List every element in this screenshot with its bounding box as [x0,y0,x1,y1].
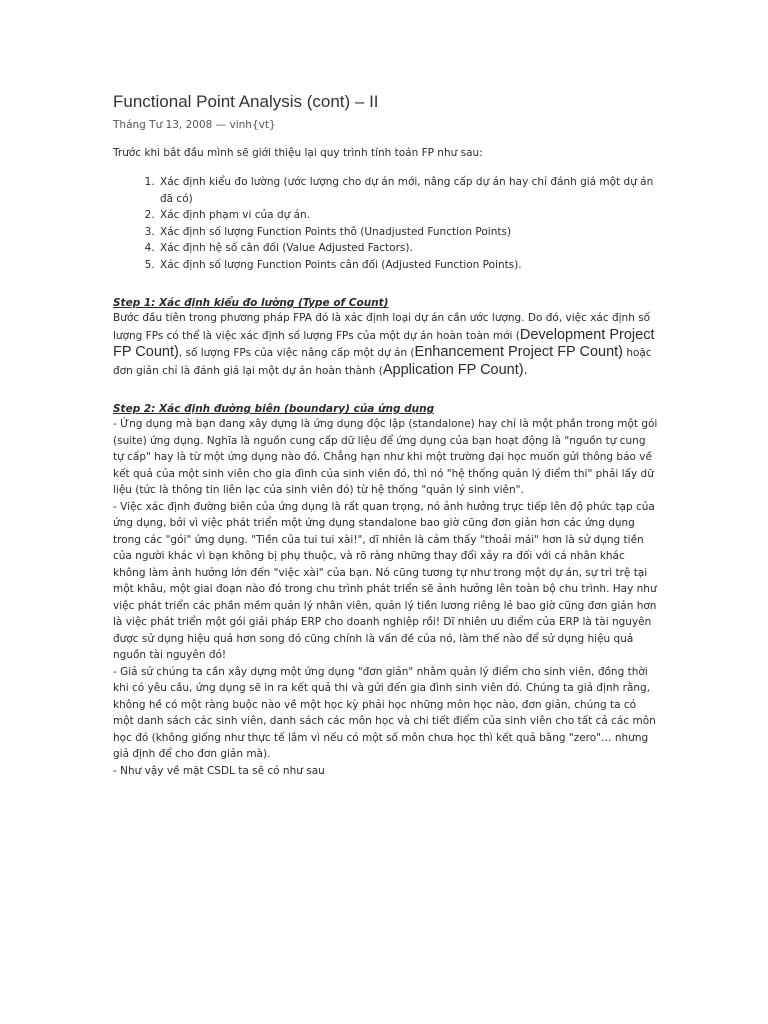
list-item: 5. Xác định số lượng Function Points cân đối (Adjusted Function Points). [158,257,658,274]
step1-heading: Step 1: Xác định kiểu đo lường (Type of Count) [113,297,389,309]
post-date: Tháng Tư 13, 2008 [113,119,213,131]
step1-paragraph [113,310,658,379]
list-item: 2. Xác định phạm vi của dự án. [158,207,658,224]
step1-text-c: hoặc đơn giản chỉ là đánh giá lại một dự án hoàn thành ( [113,347,652,377]
term-application: Application FP Count). [382,361,528,378]
steps-list [113,174,658,273]
step1-text-b: , số lượng FPs của việc nâng cấp một dự án ( [178,347,415,359]
list-item: 1. Xác định kiểu đo lường (ước lượng cho dự án mới, nâng cấp dự án hay chỉ đánh giá một dự án đã có) [158,174,658,207]
paragraph: - Việc xác định đường biên của ứng dụng là rất quan trọng, nó ảnh hưởng trực tiếp lên độ phức tạp của ứng dụng, bởi vì việc phát triển một ứng dụng standalone bao giờ cũng đơn giản hơn các ứng dụng trong các "gói" ứng dụng. "Tiền của tui tui xài!", dĩ nhiên là cảm thấy "thoải mái" hơn là sử dụng tiền của người khác vì bạn không bị phụ thuộc, và rõ ràng những thay đổi xảy ra đối với cá nhân khác không làm ảnh hưởng lớn đến "việc xài" của bạn. Nó cũng tương tự như trong một dự án, sự trì trệ tại một khâu, một giai đoạn nào đó trong chu trình phát triển sẽ ảnh hưởng lên toàn bộ chu trình. Hay như việc phát triển các phần mềm quản lý nhân viên, quản lý tiền lương riêng lẻ bao giờ cũng đơn giản hơn là việc phát triển một gói giải pháp ERP cho doanh nghiệp rồi! Dĩ nhiên ưu điểm của ERP là tài nguyên được sử dụng hiệu quả hơn song đó cũng chính là vấn đề của nó, làm thế nào để sử dụng hiệu quả nguồn tài nguyên đó! [113,500,657,661]
list-item: 3. Xác định số lượng Function Points thô (Unadjusted Function Points) [158,224,658,241]
post-author: vinh{vt} [229,119,276,131]
paragraph: - Giả sử chúng ta cần xây dựng một ứng dụng "đơn giản" nhằm quản lý điểm cho sinh viên, đồng thời khi có yêu cầu, ứng dụng sẽ in ra kết quả thi và gửi đến gia đình sinh viên đó. Chúng ta giả định rằng, không hề có một ràng buộc nào về một học kỳ phải học những môn học nào, đơn giản, chúng ta có một danh sách các sinh viên, danh sách các môn học và chi tiết điểm của sinh viên cho tất cả các môn học đó (không giống như thực tế lắm vì nếu có một số môn chưa học thì kết quả bằng "zero"… nhưng giả định để cho đơn giản mà). [113,665,656,760]
term-enhancement: Enhancement Project FP Count) [414,344,624,360]
step2-heading: Step 2: Xác định đường biên (boundary) của ứng dụng [113,403,435,415]
article [113,92,658,779]
paragraph: - Ứng dụng mà bạn đang xây dựng là ứng dụng độc lập (standalone) hay chỉ là một phần trong một gói (suite) ứng dụng. Nghĩa là nguồn cung cấp dữ liệu để ứng dụng của bạn hoạt động là "nguồn tự cung tự cấp" hay là từ một ứng dụng nào đó. Chẳng hạn như khi một trường đại học muốn gửi thông báo về kết quả của một sinh viên cho gia đình của sinh viên đó, thì nó "hệ thống quản lý điểm thi" phải lấy dữ liệu (tức là thông tin liên lạc của sinh viên đó) từ hệ thống "quản lý sinh viên". [113,418,658,496]
list-item: 4. Xác định hệ số cân đối (Value Adjusted Factors). [158,240,658,257]
term-development: Development Project FP Count) [113,326,655,360]
paragraph: - Như vậy về mặt CSDL ta sẽ có như sau [113,764,325,777]
article-title: Functional Point Analysis (cont) – II [113,92,379,111]
meta-separator: — [212,119,230,131]
article-meta [113,118,658,132]
step1-text-a: Bước đầu tiên trong phương pháp FPA đó là xác định loại dự án cần ước lượng. Do đó, việc xác định số lượng FPs có thể là việc xác định số lượng FPs của một dự án hoàn toàn mới ( [113,312,651,342]
intro-text: Trước khi bắt đầu mình sẽ giới thiệu lại quy trình tính toán FP như sau: [113,147,483,159]
